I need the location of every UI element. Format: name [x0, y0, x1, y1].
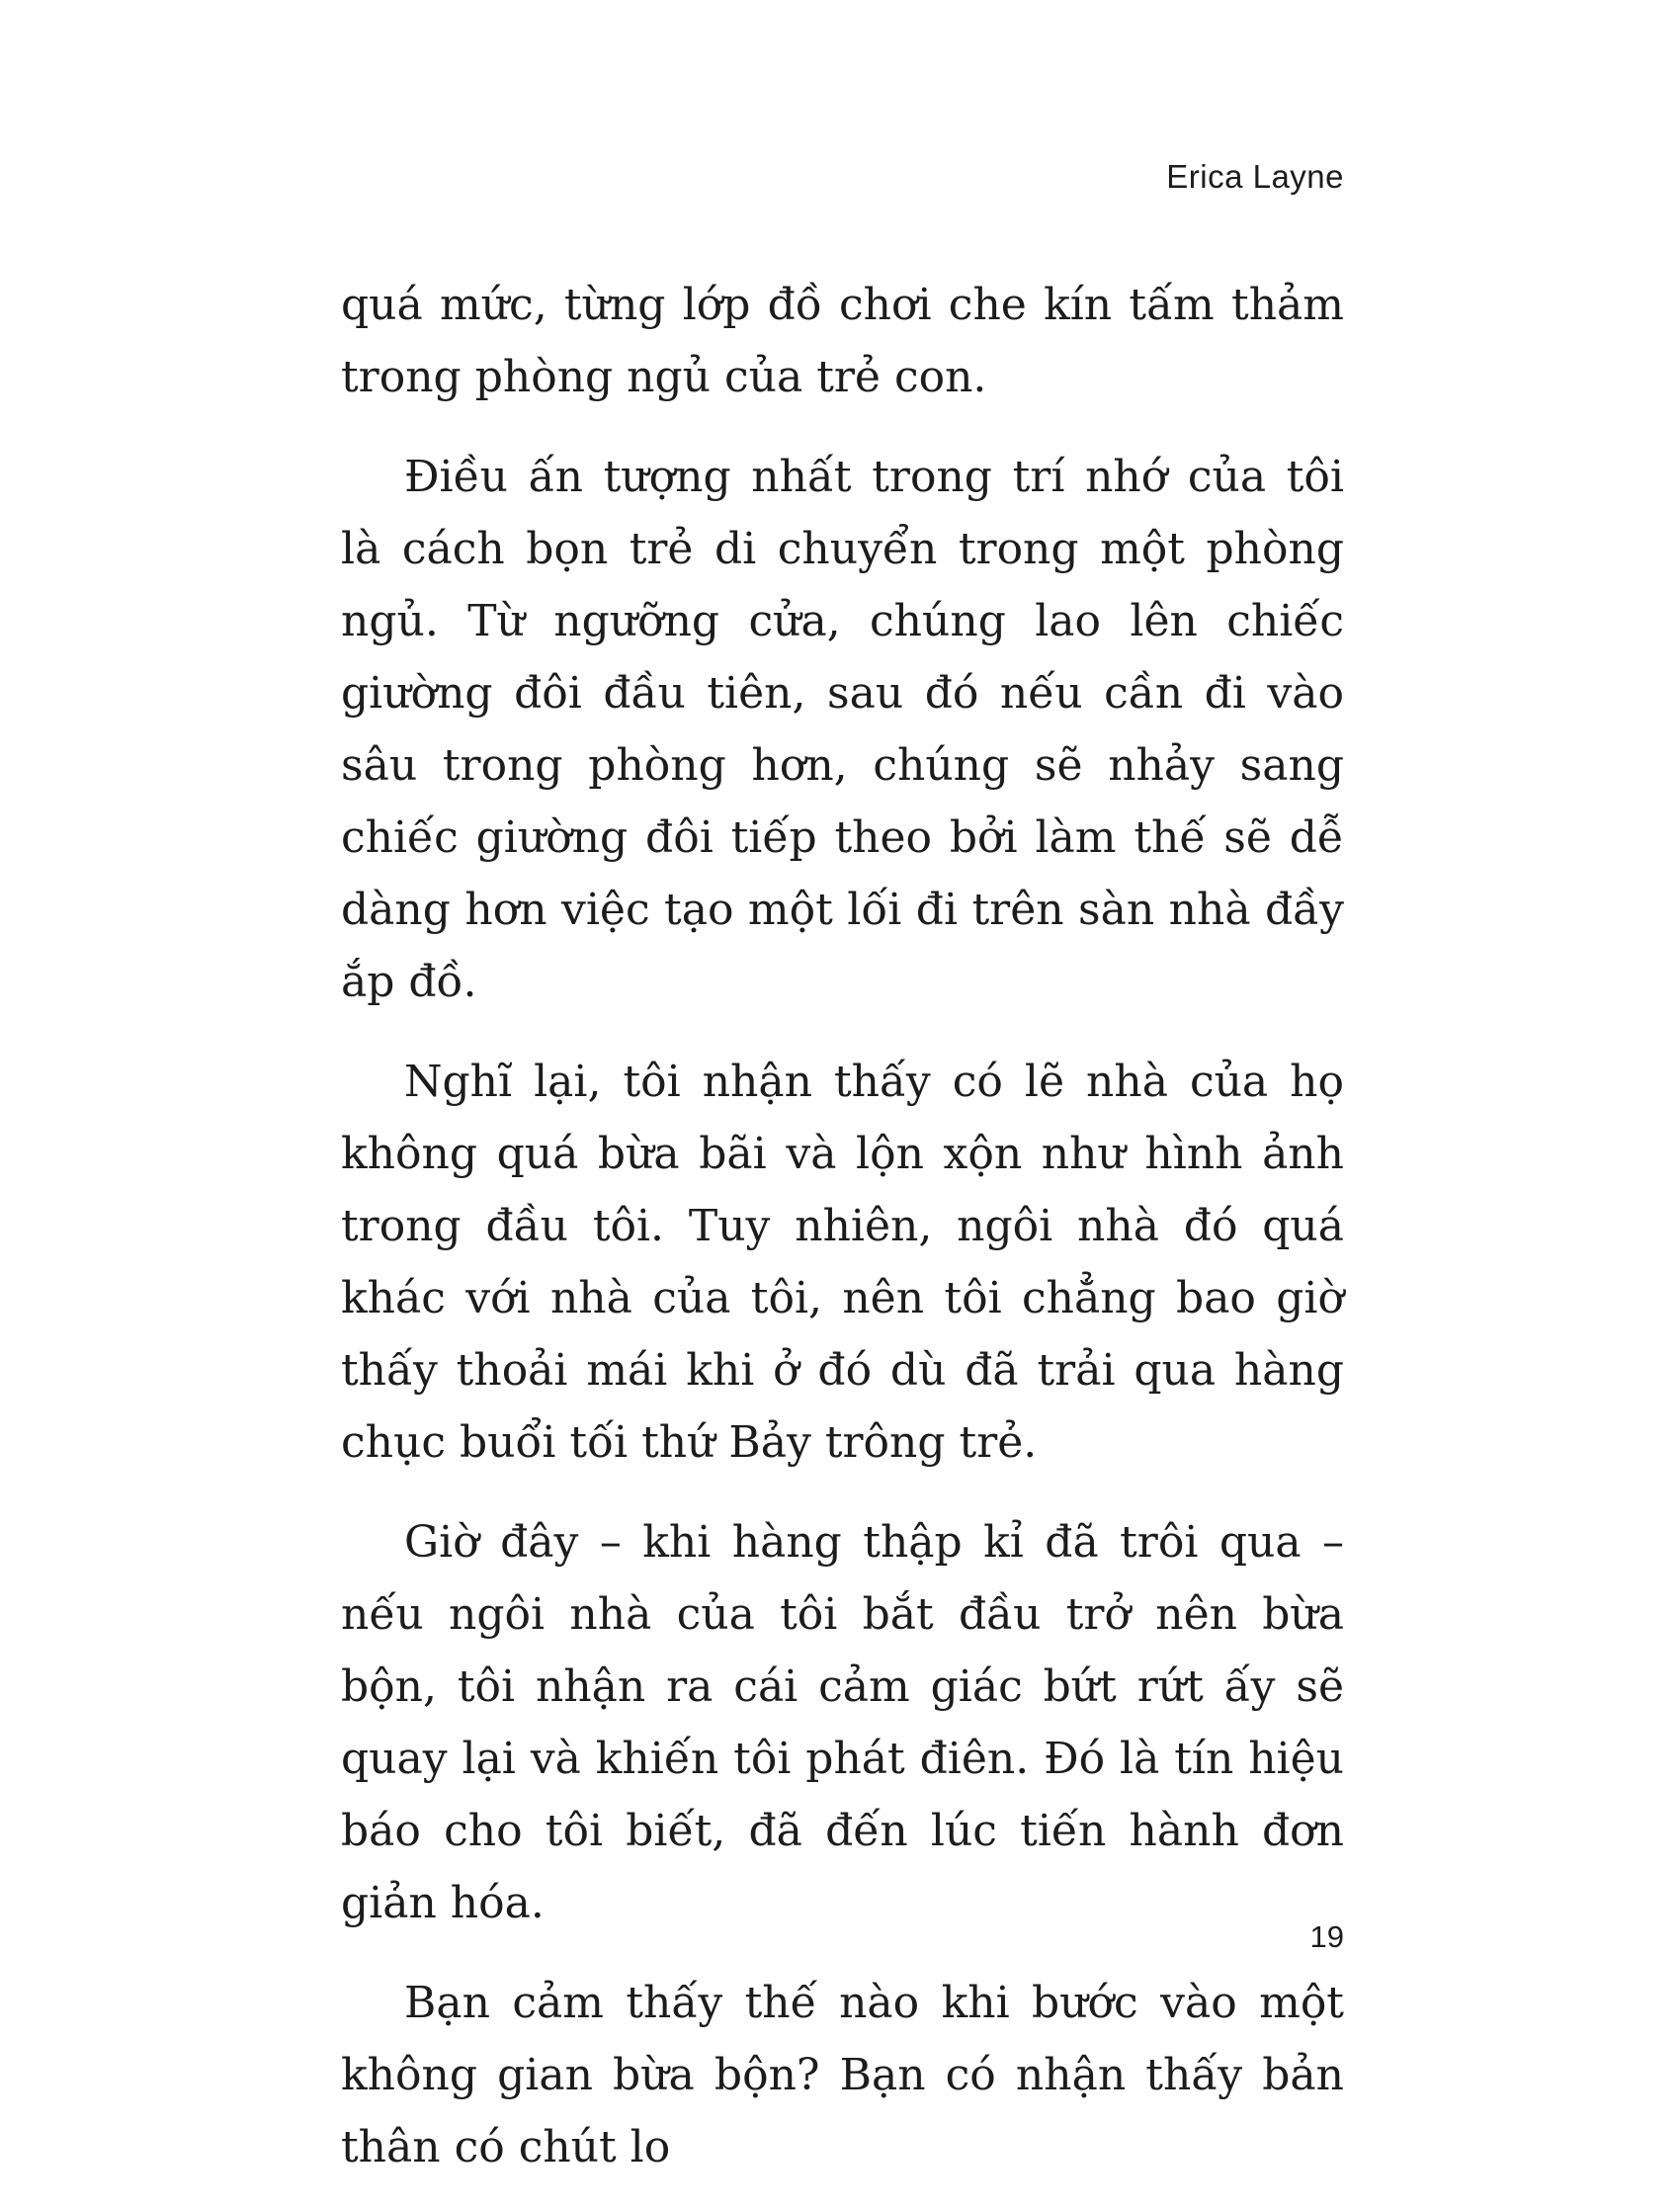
body-paragraph: quá mức, từng lớp đồ chơi che kín tấm thảm trong phòng ngủ của trẻ con.: [341, 280, 1344, 402]
body-paragraph: Nghĩ lại, tôi nhận thấy có lẽ nhà của họ không quá bừa bãi và lộn xộn như hình ảnh trong đầu tôi. Tuy nhiên, ngôi nhà đó quá khác với nhà của tôi, nên tôi chẳng bao giờ thấy thoải mái khi ở đó dù đã trải qua hàng chục buổi tối thứ Bảy trông trẻ.: [341, 1057, 1344, 1468]
body-paragraph: Điều ấn tượng nhất trong trí nhớ của tôi là cách bọn trẻ di chuyển trong một phòng ngủ. Từ ngưỡng cửa, chúng lao lên chiếc giường đôi đầu tiên, sau đó nếu cần đi vào sâu trong phòng hơn, chúng sẽ nhảy sang chiếc giường đôi tiếp theo bởi làm thế sẽ dễ dàng hơn việc tạo một lối đi trên sàn nhà đầy ắp đồ.: [341, 452, 1344, 1007]
body-paragraph: Giờ đây – khi hàng thập kỉ đã trôi qua – nếu ngôi nhà của tôi bắt đầu trở nên bừa bộn, tôi nhận ra cái cảm giác bứt rứt ấy sẽ quay lại và khiến tôi phát điên. Đó là tín hiệu báo cho tôi biết, đã đến lúc tiến hành đơn giản hóa.: [341, 1517, 1344, 1928]
page-number: 19: [1309, 1919, 1344, 1954]
running-header-author: Erica Layne: [1166, 158, 1344, 195]
body-paragraph: Bạn cảm thấy thế nào khi bước vào một không gian bừa bộn? Bạn có nhận thấy bản thân có chút lo: [341, 1978, 1344, 2172]
